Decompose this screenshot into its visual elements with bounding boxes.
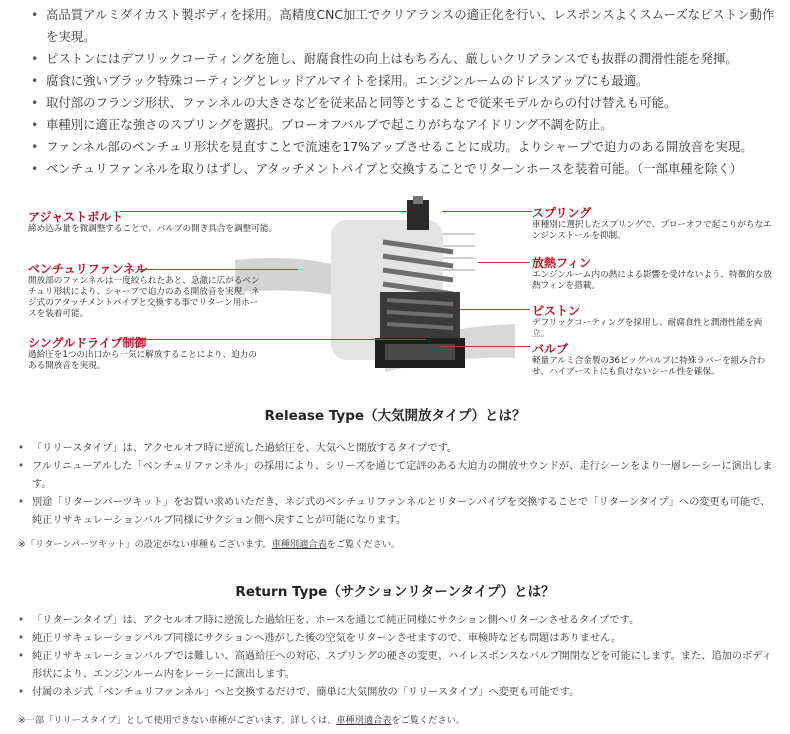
feature-list: [26, 4, 786, 180]
feature-item: • 取付部のフランジ形状、ファンネルの大きさなどを従来品と同等とすることで従来モデルからの付け替えも可能。: [26, 92, 786, 114]
release-type-list: [18, 440, 778, 530]
feature-item: • ファンネル部のベンチュリ形状を見直すことで流速を17%アップさせることに成功。よりシャープで迫力のある開放音を実現。: [26, 136, 786, 158]
feature-item: • 車種別に適正な強さのスプリングを選択。ブローオフバルブで起こりがちなアイドリング不調を防止。: [26, 114, 786, 136]
list-item: • フルリニューアルした「ベンチュリファンネル」の採用により、シリーズを通じて定評のある大迫力の開放サウンドが、走行シーンをより一層レーシーに演出します。: [18, 458, 778, 494]
release-type-heading: Release Type（大気開放タイプ）とは？: [264, 408, 526, 424]
list-item: • 「リターンタイプ」は、アクセルオフ時に逆流した過給圧を、ホースを通じて純正同様にサクション側へリターンさせるタイプです。: [18, 612, 778, 630]
release-note: ※「リターンパーツキット」の設定がない車種もございます。車種別適合表をご覧ください。: [18, 539, 401, 550]
feature-item: • 腐食に強いブラック特殊コーティングとレッドアルマイトを採用。エンジンルームのドレスアップにも最適。: [26, 70, 786, 92]
feature-item: • 高品質アルミダイカスト製ボディを採用。高精度CNC加工でクリアランスの適正化を行い、レスポンスよくスムーズなピストン動作を実現。: [26, 4, 786, 48]
label-cooling-fin: 放熱フィン エンジンルーム内の熱による影響を受けないよう、特徴的な放熱フィンを搭載。: [532, 256, 772, 291]
label-adjust-bolt: アジャストボルト 締め込み量を微調整することで、バルブの開き具合を調整可能。: [28, 210, 278, 234]
leader-line: [442, 211, 532, 212]
label-venturi-funnel: ベンチュリファンネル 開放部のファンネルは一度絞られたあと、急激に広がるベンチュリ形状により、シャープで迫力のある開放音を実現。ネジ式のアタッチメントパイプと交換する事でリターン用ホースを装着可能。: [28, 262, 260, 319]
compatibility-table-link[interactable]: 車種別適合表: [271, 539, 327, 550]
adjust-bolt-stem: [413, 196, 423, 204]
leader-line: [478, 262, 530, 263]
leader-line: [460, 309, 530, 310]
return-type-heading: Return Type（サクションリターンタイプ）とは？: [235, 584, 555, 600]
label-piston: ピストン デフリックコーティングを採用し、耐腐食性と潤滑性能を両立。: [532, 304, 763, 339]
feature-item: • ピストンにはデフリックコーティングを施し、耐腐食性の向上はもちろん、厳しいクリアランスでも抜群の潤滑性能を発揮。: [26, 48, 786, 70]
list-item: • 純正リサキュレーションバルブ同様にサクションへ逃がした後の空気をリターンさせますので、車検時なども問題はありません。: [18, 630, 778, 648]
list-item: • 付属のネジ式「ベンチュリファンネル」へと交換するだけで、簡単に大気開放の「リリースタイプ」へ変更も可能です。: [18, 684, 778, 702]
list-item: • 純正リサキュレーションバルブでは難しい、高過給圧への対応、スプリングの硬さの変更、ハイレスポンスなバルブ開閉などを可能にします。また、追加のボディ形状により、エンジンルーム内をレーシーに演出します。: [18, 648, 778, 684]
label-spring: スプリング 車種別に選択したスプリングで、ブローオフで起こりがちなエンジンストールを抑制。: [532, 206, 772, 241]
feature-item: • ベンチュリファンネルを取りはずし、アタッチメントパイプと交換することでリターンホースを装着可能。（一部車種を除く）: [26, 158, 786, 180]
list-item: • 別途「リターンパーツキット」をお買い求めいただき、ネジ式のベンチュリファンネルとリターンパイプを交換することで「リターンタイプ」への変更も可能で、純正リサキュレーションバルブ同様にサクション側へ戻すことが可能になります。: [18, 494, 778, 530]
valve-diagram: [20, 196, 780, 386]
adjust-bolt-shape: [407, 200, 429, 230]
list-item: • 「リリースタイプ」は、アクセルオフ時に逆流した過給圧を、大気へと開放するタイプです。: [18, 440, 778, 458]
label-valve: バルブ 軽量アルミ合金製の36ビッグバルブに特殊ラバーを組み合わせ、ハイブーストにも負けないシール性を確保。: [532, 342, 766, 377]
return-type-list: [18, 612, 778, 702]
label-single-drive: シングルドライブ制御 過給圧を1つの出口から一気に解放することにより、迫力のある開放音を実現。: [28, 336, 257, 371]
return-note: ※一部「リリースタイプ」として使用できない車種がございます。詳しくは、車種別適合表をご覧ください。: [18, 715, 466, 726]
leader-line: [440, 346, 530, 347]
compatibility-table-link[interactable]: 車種別適合表: [336, 715, 392, 726]
